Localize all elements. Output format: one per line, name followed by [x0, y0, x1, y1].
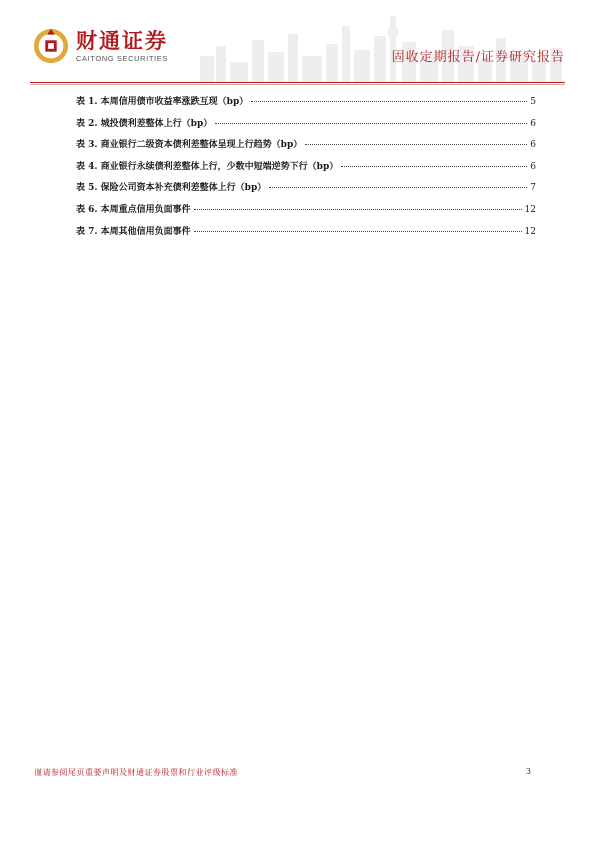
report-type-tag: 固收定期报告/证券研究报告	[391, 50, 565, 65]
coin-logo-icon	[32, 27, 70, 65]
dot-leader	[215, 123, 527, 124]
dot-leader	[194, 231, 522, 232]
page-number: 3	[525, 767, 531, 776]
toc-entry-6[interactable]	[76, 202, 536, 224]
header-divider	[30, 82, 565, 83]
dot-leader	[305, 144, 527, 145]
toc-entry-page: 6	[530, 161, 536, 172]
footer-disclaimer: 谨请参阅尾页重要声明及财通证券股票和行业评级标准	[34, 768, 238, 777]
toc-entry-label: 表 2. 城投债利差整体上行（bp）	[76, 118, 213, 129]
toc-entry-label: 表 7. 本周其他信用负面事件	[76, 226, 191, 237]
toc-entry-3[interactable]	[76, 137, 536, 159]
toc-entry-label: 表 6. 本周重点信用负面事件	[76, 204, 191, 215]
toc-entry-page: 6	[530, 118, 536, 129]
page-header	[0, 0, 595, 86]
toc-entry-4[interactable]	[76, 159, 536, 181]
dot-leader	[194, 209, 522, 210]
toc-entry-2[interactable]	[76, 116, 536, 138]
toc-entry-page: 5	[530, 97, 536, 107]
table-of-tables	[76, 94, 536, 245]
logo-chinese-name: 财通证券	[76, 28, 168, 53]
toc-entry-label: 表 3. 商业银行二级资本债利差整体呈现上行趋势（bp）	[76, 140, 303, 151]
toc-entry-label: 表 5. 保险公司资本补充债利差整体上行（bp）	[76, 183, 267, 194]
dot-leader	[251, 101, 527, 102]
toc-entry-page: 12	[524, 204, 536, 215]
toc-entry-page: 12	[524, 226, 536, 237]
toc-entry-5[interactable]	[76, 180, 536, 202]
toc-entry-label: 表 1. 本周信用债市收益率涨跌互现（bp）	[76, 97, 249, 107]
dot-leader	[269, 187, 527, 188]
toc-entry-page: 6	[530, 140, 536, 151]
toc-entry-label: 表 4. 商业银行永续债利差整体上行，少数中短端逆势下行（bp）	[76, 161, 339, 172]
toc-entry-1[interactable]	[76, 94, 536, 116]
company-logo	[32, 22, 168, 70]
dot-leader	[341, 166, 527, 167]
logo-english-name: CAITONG SECURITIES	[76, 53, 168, 63]
toc-entry-7[interactable]	[76, 224, 536, 246]
city-skyline-watermark	[180, 6, 580, 82]
toc-entry-page: 7	[530, 183, 536, 194]
header-divider-thin	[30, 84, 565, 85]
